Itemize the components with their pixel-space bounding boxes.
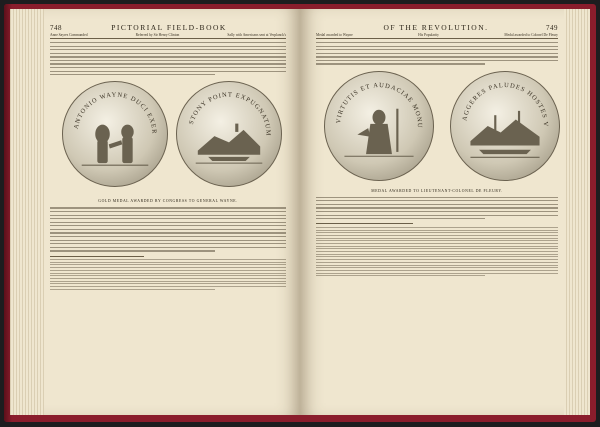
left-running-title: PICTORIAL FIELD-BOOK: [111, 23, 227, 32]
right-footnote-rule: [316, 223, 413, 224]
right-running-head: [316, 23, 558, 32]
left-running-head: [50, 23, 286, 32]
left-page-content: [50, 23, 286, 405]
right-figure-caption: MEDAL AWARDED TO LIEUTENANT-COLONEL DE FLEURY.: [371, 188, 503, 193]
left-subhead-3: Sally with Americans sent at Verplanck's: [227, 33, 286, 37]
wayne-medal-figure: [50, 79, 286, 197]
wayne-reverse-legend: STONY POINT EXPUGNATUM: [187, 91, 272, 138]
svg-text:ANTONIO WAYNE DUCI EXERCITUS: [63, 82, 158, 135]
open-book: [10, 9, 590, 415]
fleury-medal-reverse: [450, 71, 560, 181]
left-page: [10, 9, 300, 415]
left-page-edges: [10, 9, 44, 415]
left-footnotes: [50, 259, 286, 289]
right-subheads: [316, 33, 558, 39]
right-subhead-3: Medal awarded to Colonel De Fleury: [504, 33, 558, 37]
left-body-text-top: [50, 42, 286, 75]
right-page-content: [316, 23, 558, 405]
fleury-medal-obverse: [324, 71, 434, 181]
fleury-reverse-legend: AGGERES PALUDES HOSTES V: [461, 81, 549, 128]
left-body-text-bottom: [50, 207, 286, 251]
wayne-medal-reverse: [176, 81, 282, 187]
right-body-text-top: [316, 42, 558, 65]
wayne-obverse-legend: ANTONIO WAYNE DUCI EXER: [72, 91, 158, 136]
left-subheads: [50, 33, 286, 39]
fleury-obverse-legend: VIRTUTIS ET AUDACIAE MONU: [335, 81, 423, 129]
right-footnotes: [316, 227, 558, 276]
right-body-text-bottom: [316, 197, 558, 220]
left-page-number: 748: [50, 24, 62, 32]
left-figure-caption: GOLD MEDAL AWARDED BY CONGRESS TO GENERAL WAYNE.: [98, 199, 238, 204]
right-page-edges: [564, 9, 590, 415]
left-subhead-2: Referred by Sir Henry Clinton: [135, 33, 180, 37]
wayne-medal-obverse: [62, 81, 168, 187]
right-subhead-2: His Popularity: [418, 33, 439, 37]
left-subhead-1: Anne Sayres Commanded: [50, 33, 88, 37]
right-running-title: OF THE REVOLUTION.: [383, 23, 489, 32]
svg-text:AGGERES PALUDES HOSTES VICTI: [451, 72, 549, 127]
svg-text:STONY POINT EXPUGNATUM: [188, 92, 272, 137]
right-page: [300, 9, 590, 415]
right-page-number: 749: [545, 24, 558, 32]
left-footnote-rule: [50, 256, 144, 257]
fleury-medal-figure: [316, 69, 558, 187]
right-subhead-1: Medal awarded to Wayne: [316, 33, 353, 37]
